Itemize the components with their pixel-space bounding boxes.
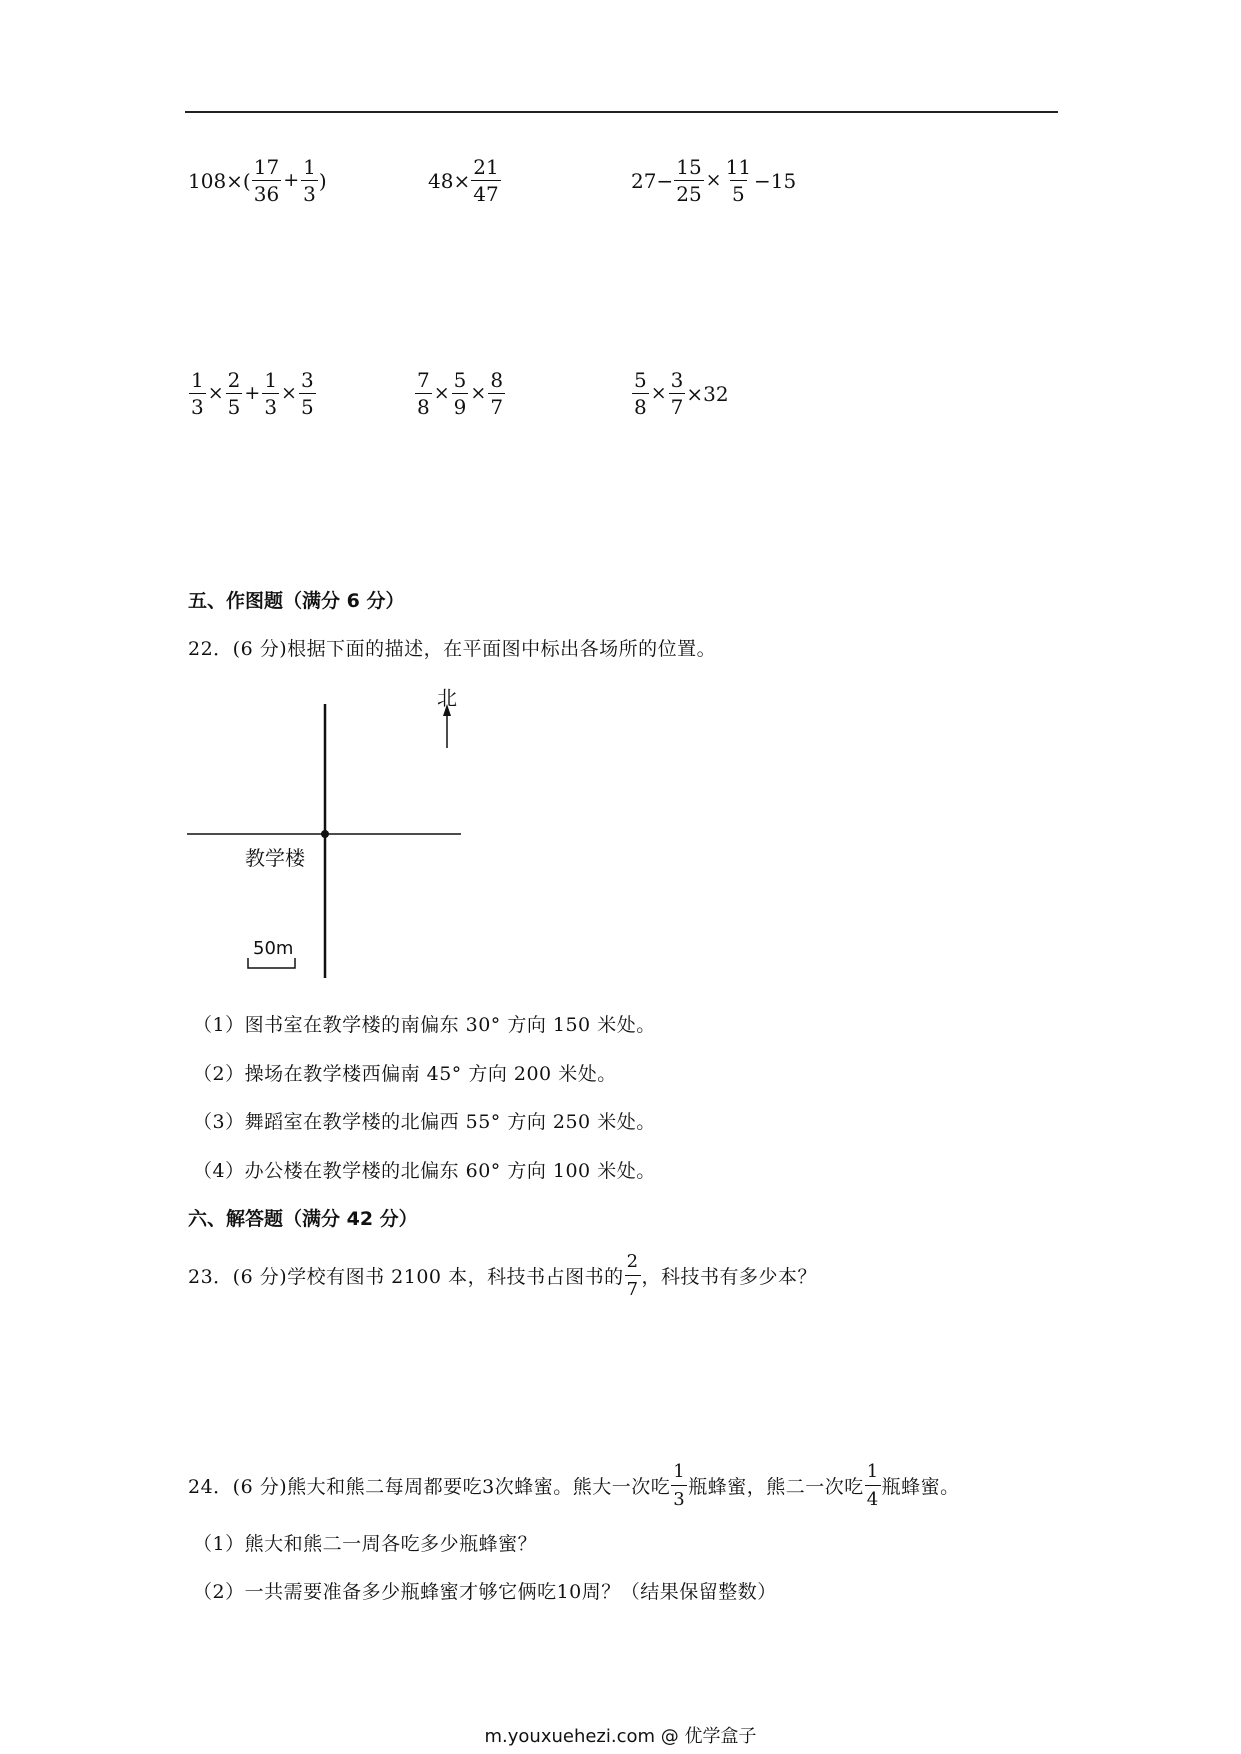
plan-diagram [185, 686, 465, 986]
operator: + [244, 382, 261, 404]
header-rule [185, 111, 1058, 113]
fraction: $\frac{5}{8}$ [634, 368, 647, 419]
fraction: $\frac{7}{8}$ [417, 368, 430, 419]
expr-text: ×32 [686, 381, 729, 406]
center-point [321, 830, 329, 838]
section-title: 六、解答题（满分 42 分） [188, 1208, 418, 1230]
expression-1 [188, 157, 327, 204]
fraction: $\frac{11}{5}$ [725, 155, 752, 206]
operator: + [283, 169, 300, 191]
fraction: $\frac{1}{4}$ [866, 1461, 879, 1510]
operator: × [207, 382, 224, 404]
fraction: $\frac{3}{7}$ [670, 368, 684, 419]
expression-2 [428, 157, 502, 204]
expr-text: 48× [428, 168, 471, 193]
q23-text: 23．(6 分)学校有图书 2100 本，科技书占图书的 [188, 1266, 624, 1288]
expr-text: ) [318, 168, 327, 193]
fraction: $\frac{17}{36}$ [253, 155, 280, 206]
operator: × [650, 382, 667, 404]
fraction: $\frac{15}{25}$ [676, 155, 702, 206]
q24-item-1: （1）熊大和熊二一周各吃多少瓶蜂蜜？ [193, 1533, 538, 1555]
fraction: $\frac{1}{3}$ [303, 155, 316, 206]
fraction: $\frac{5}{9}$ [453, 368, 467, 419]
plan-diagram-svg [185, 696, 465, 986]
q24-text: 24．(6 分)熊大和熊二每周都要吃3次蜂蜜。熊大一次吃 [188, 1476, 671, 1498]
fraction: $\frac{8}{7}$ [490, 368, 504, 419]
fraction: $\frac{1}{3}$ [264, 368, 278, 419]
operator: × [433, 382, 450, 404]
q22-item-1: （1）图书室在教学楼的南偏东 30° 方向 150 米处。 [193, 1014, 656, 1036]
expression-3 [631, 157, 796, 204]
section-title: 五、作图题（满分 6 分） [188, 590, 405, 612]
question-23 [188, 1251, 817, 1300]
center-label: 教学楼 [245, 846, 305, 870]
fraction: $\frac{1}{3}$ [191, 368, 204, 419]
question-22: 22．(6 分)根据下面的描述，在平面图中标出各场所的位置。 [188, 638, 717, 660]
expression-6 [631, 370, 729, 417]
question-24 [188, 1461, 960, 1510]
operator: × [470, 382, 487, 404]
fraction: $\frac{2}{7}$ [626, 1251, 639, 1300]
fraction: $\frac{2}{5}$ [227, 368, 241, 419]
footer-watermark: m.youxuehezi.com @ 优学盒子 [484, 1726, 757, 1747]
operator: × [705, 169, 722, 191]
scale-label: 50m [253, 938, 294, 959]
operator: × [281, 382, 297, 404]
expr-text: 27− [631, 168, 674, 193]
q24-item-2: （2）一共需要准备多少瓶蜂蜜才够它俩吃10周？（结果保留整数） [193, 1581, 777, 1603]
expression-5 [414, 370, 506, 417]
north-label: 北 [437, 686, 457, 710]
scale-bar-icon [248, 958, 295, 968]
expr-text: −15 [754, 168, 797, 193]
fraction: $\frac{1}{3}$ [673, 1461, 686, 1510]
expression-4 [188, 370, 317, 417]
q24-text: 瓶蜂蜜。 [881, 1476, 960, 1498]
q23-text: ，科技书有多少本？ [641, 1266, 818, 1288]
q22-item-3: （3）舞蹈室在教学楼的北偏西 55° 方向 250 米处。 [193, 1111, 656, 1133]
expr-text: 108×( [188, 168, 251, 193]
q22-item-4: （4）办公楼在教学楼的北偏东 60° 方向 100 米处。 [193, 1160, 656, 1182]
fraction: $\frac{3}{5}$ [300, 368, 314, 419]
q24-text: 瓶蜂蜜，熊二一次吃 [688, 1476, 864, 1498]
q22-item-2: （2）操场在教学楼西偏南 45° 方向 200 米处。 [193, 1063, 617, 1085]
fraction: $\frac{21}{47}$ [473, 155, 499, 206]
